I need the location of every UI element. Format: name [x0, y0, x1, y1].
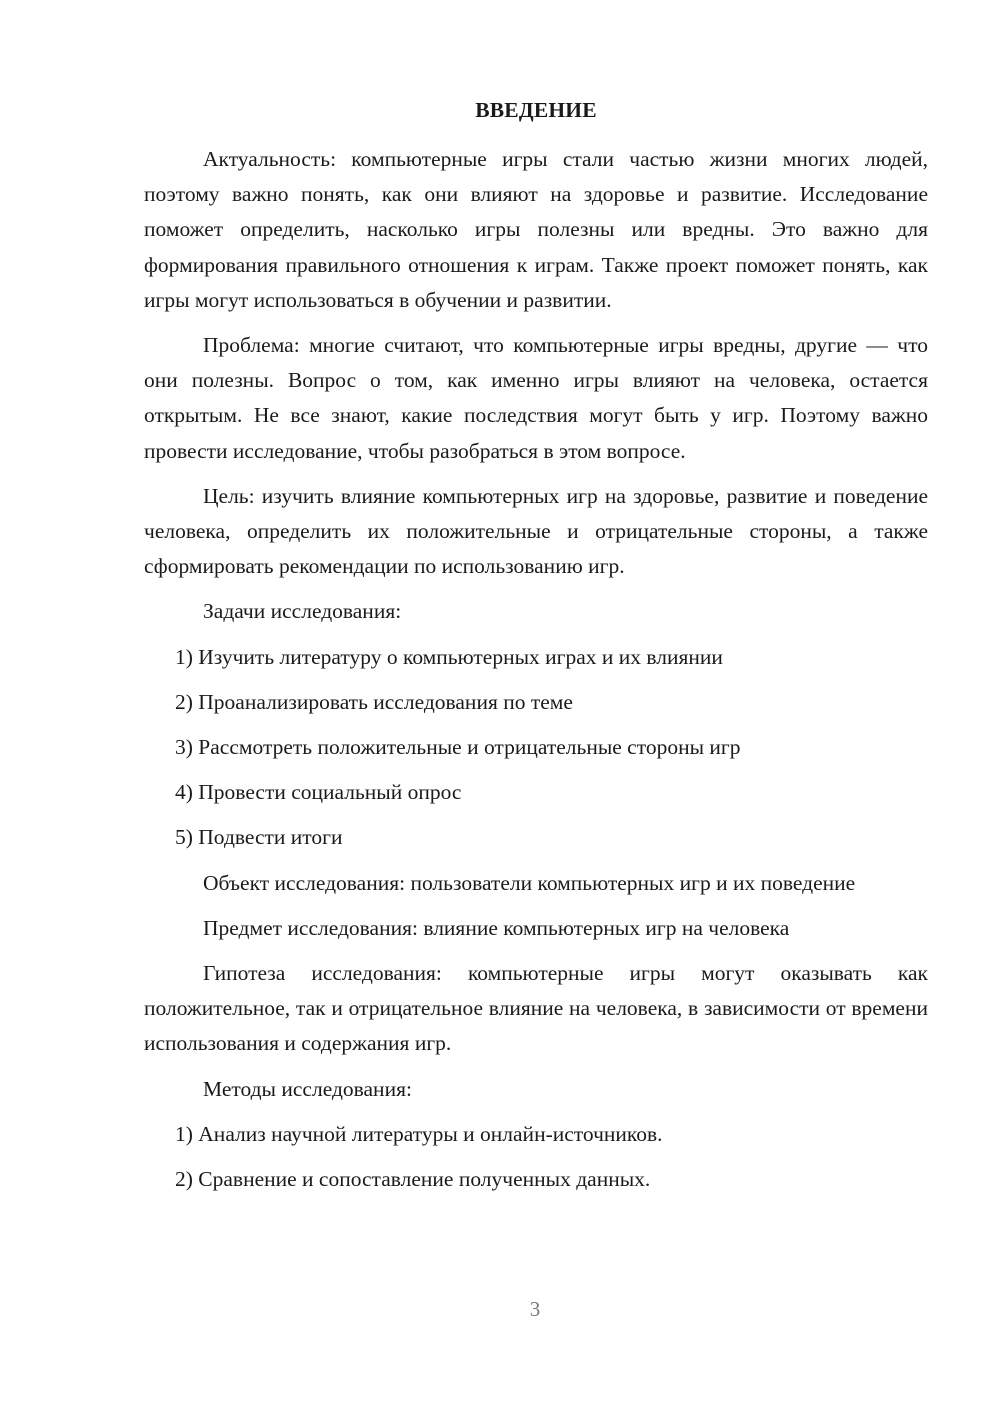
- list-item: 2) Сравнение и сопоставление полученных данных.: [175, 1167, 651, 1192]
- tasks-label: Задачи исследования:: [203, 599, 402, 624]
- list-item: 5) Подвести итоги: [175, 825, 343, 850]
- list-item: 4) Провести социальный опрос: [175, 780, 462, 805]
- methods-label: Методы исследования:: [203, 1076, 412, 1101]
- subject-paragraph: Предмет исследования: влияние компьютерных игр на человека: [203, 915, 790, 940]
- document-page: [144, 96, 928, 1207]
- list-item: 2) Проанализировать исследования по теме: [175, 689, 573, 714]
- tasks-list: [144, 640, 928, 856]
- list-item: 3) Рассмотреть положительные и отрицательные стороны игр: [175, 735, 741, 760]
- problem-paragraph: Проблема: многие считают, что компьютерные игры вредны, другие — что они полезны. Вопрос о том, как именно игры влияют на человека, остается открытым. Не все знают, какие последствия могут быть у игр. Поэтому важно провести исследование, чтобы разобраться в этом вопросе.: [144, 333, 928, 463]
- page-number: 3: [529, 1297, 541, 1321]
- list-item: 1) Анализ научной литературы и онлайн-источников.: [175, 1121, 663, 1146]
- methods-list: [144, 1117, 928, 1197]
- hypothesis-paragraph: Гипотеза исследования: компьютерные игры могут оказывать как положительное, так и отрицательное влияние на человека, в зависимости от времени использования и содержания игр.: [144, 961, 928, 1056]
- page-title: ВВЕДЕНИЕ: [475, 98, 597, 122]
- list-item: 1) Изучить литературу о компьютерных играх и их влиянии: [175, 644, 723, 669]
- relevance-paragraph: Актуальность: компьютерные игры стали частью жизни многих людей, поэтому важно понять, как они влияют на здоровье и развитие. Исследование поможет определить, насколько игры полезны или вредны. Это важно для формирования правильного отношения к играм. Также проект поможет понять, как игры могут использоваться в обучении и развитии.: [144, 147, 928, 312]
- goal-paragraph: Цель: изучить влияние компьютерных игр на здоровье, развитие и поведение человека, определить их положительные и отрицательные стороны, а также сформировать рекомендации по использованию игр.: [144, 483, 928, 579]
- object-paragraph: Объект исследования: пользователи компьютерных игр и их поведение: [203, 870, 856, 895]
